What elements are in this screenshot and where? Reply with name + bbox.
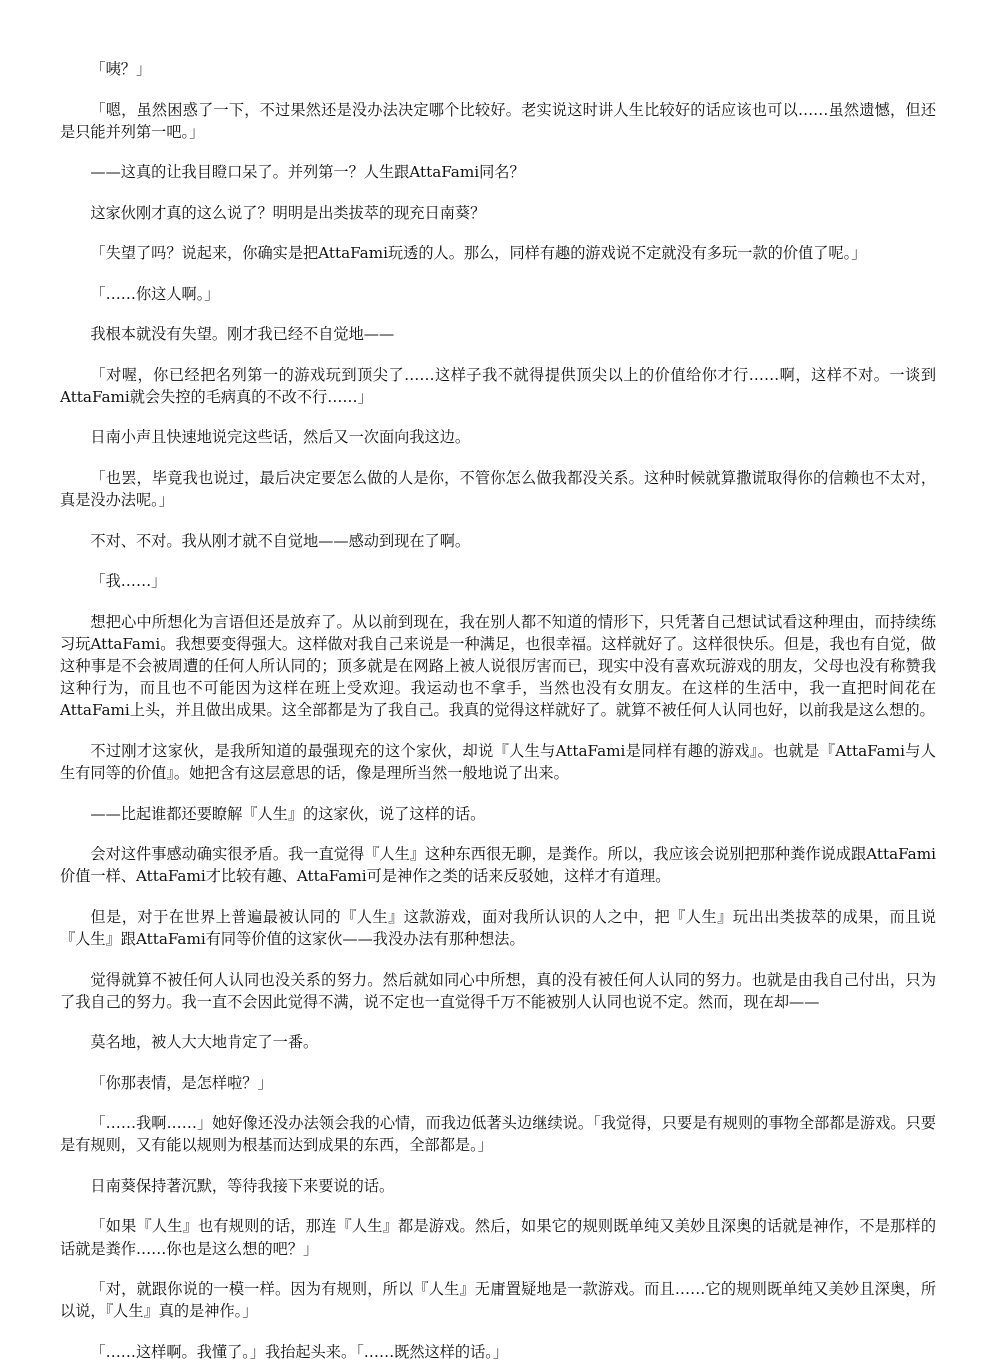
paragraph: 想把心中所想化为言语但还是放弃了。从以前到现在，我在别人都不知道的情形下，只凭著自己想试试看这种理由，而持续练习玩AttaFami。我想要变得强大。这样做对我自己来说是一种满足，也很幸福。这样就好了。这样很快乐。但是，我也有自觉，做这种事是不会被周遭的任何人所认同的；顶多就是在网路上被人说很厉害而已，现实中没有喜欢玩游戏的朋友，父母也没有称赞我这种行为，而且也不可能因为这样在班上受欢迎。我运动也不拿手，当然也没有女朋友。在这样的生活中，我一直把时间花在AttaFami上头，并且做出成果。这全部都是为了我自己。我真的觉得这样就好了。就算不被任何人认同也好，以前我是这么想的。 (60, 612, 936, 720)
paragraph: 「你那表情，是怎样啦？」 (90, 1073, 273, 1092)
paragraph: 这家伙刚才真的这么说了？明明是出类拔萃的现充日南葵？ (90, 203, 486, 222)
paragraph: 「也罢，毕竟我也说过，最后决定要怎么做的人是你，不管你怎么做我都没关系。这种时候就算撒谎取得你的信赖也不太对，真是没办法呢。」 (60, 468, 936, 510)
paragraph: 「咦？」 (90, 60, 152, 78)
paragraph: 不对、不对。我从刚才就不自觉地——感动到现在了啊。 (90, 531, 471, 550)
paragraph: 「对，就跟你说的一模一样。因为有规则，所以『人生』无庸置疑地是一款游戏。而且……它的规则既单纯又美妙且深奥，所以说，『人生』真的是神作。」 (60, 1280, 936, 1321)
paragraph: 日南葵保持著沉默，等待我接下来要说的话。 (90, 1176, 395, 1195)
paragraph: 「对喔，你已经把名列第一的游戏玩到顶尖了……这样子我不就得提供顶尖以上的价值给你才行……啊，这样不对。一谈到AttaFami就会失控的毛病真的不改不行……」 (60, 365, 936, 406)
paragraph: 不过刚才这家伙，是我所知道的最强现充的这个家伙，却说『人生与AttaFami是同样有趣的游戏』。也就是『AttaFami与人生有同等的价值』。她把含有这层意思的话，像是理所当然一般地说了出来。 (60, 741, 936, 783)
paragraph: ——这真的让我目瞪口呆了。并列第一？人生跟AttaFami同名？ (90, 163, 525, 182)
paragraph: 觉得就算不被任何人认同也没关系的努力。然后就如同心中所想，真的没有被任何人认同的努力。也就是由我自己付出，只为了我自己的努力。我一直不会因此觉得不满，说不定也一直觉得千万不能被别人认同也说不定。然而，现在却—— (60, 970, 936, 1011)
paragraph: 「如果『人生』也有规则的话，那连『人生』都是游戏。然后，如果它的规则既单纯又美妙且深奥的话就是神作，不是那样的话就是粪作……你也是这么想的吧？」 (60, 1217, 936, 1258)
paragraph: 「……这样啊。我懂了。」我抬起头来。「……既然这样的话。」 (90, 1342, 509, 1361)
paragraph: 「我……」 (90, 572, 167, 591)
paragraph: 「嗯，虽然困惑了一下，不过果然还是没办法决定哪个比较好。老实说这时讲人生比较好的话应该也可以……虽然遗憾，但还是只能并列第一吧。」 (60, 100, 936, 141)
paragraph: 莫名地，被人大大地肯定了一番。 (90, 1033, 319, 1052)
paragraph: 「……我啊……」她好像还没办法领会我的心情，而我边低著头边继续说。「我觉得，只要是有规则的事物全部都是游戏。只要是有规则，又有能以规则为根基而达到成果的东西，全部都是。」 (60, 1114, 936, 1155)
paragraph: 日南小声且快速地说完这些话，然后又一次面向我这边。 (90, 428, 471, 447)
paragraph: ——比起谁都还要瞭解『人生』的这家伙，说了这样的话。 (90, 804, 486, 823)
paragraph: 「……你这人啊。」 (90, 284, 220, 303)
paragraph: 「失望了吗？说起来，你确实是把AttaFami玩透的人。那么，同样有趣的游戏说不定就没有多玩一款的价值了呢。」 (90, 244, 867, 263)
paragraph: 但是，对于在世界上普遍最被认同的『人生』这款游戏，面对我所认识的人之中，把『人生』玩出出类拔萃的成果，而且说『人生』跟AttaFami有同等价值的这家伙——我没办法有那种想法。 (60, 907, 936, 949)
paragraph: 我根本就没有失望。刚才我已经不自觉地—— (90, 325, 395, 344)
paragraph: 会对这件事感动确实很矛盾。我一直觉得『人生』这种东西很无聊，是粪作。所以，我应该会说别把那种粪作说成跟AttaFami价值一样、AttaFami才比较有趣、AttaFami可是神作之类的话来反驳她，这样才有道理。 (60, 845, 936, 886)
